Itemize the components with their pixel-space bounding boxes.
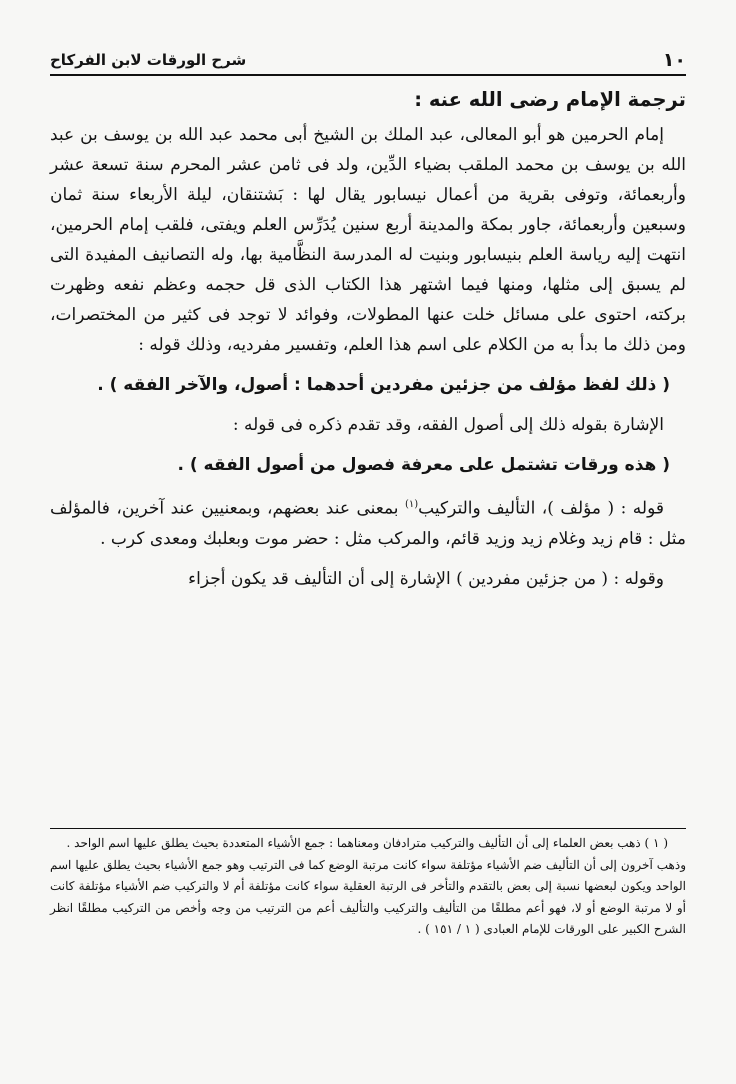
quoted-text-1: ( ذلك لفظ مؤلف من جزئين مفردين أحدهما : أصول، والآخر الفقه ) . — [97, 375, 670, 395]
footnotes — [50, 828, 686, 941]
continuation-paragraph: وقوله : ( من جزئين مفردين ) الإشارة إلى أن التأليف قد يكون أجزاء — [188, 568, 664, 589]
biography-paragraph: إمام الحرمين هو أبو المعالى، عبد الملك بن الشيخ أبى محمد عبد الله بن يوسف بن عبد الله بن يوسف بن محمد الملقب بضياء الدِّين، ولد فى ثامن عشر المحرم سنة تسعة عشر وأربعمائة، وتوفى بقرية من أعمال نيسابور يقال لها : بَشتنقان، ليلة الأربعاء سنة ثمان وسبعين وأربعمائة، جاور بمكة والمدينة أربع سنين يُدَرِّس العلم ويفتى، فلقب إمام الحرمين، انتهت إليه رياسة العلم بنيسابور وبنيت له المدرسة النظَّامية بها، وله التصانيف المفيدة التى لم يسبق إلى مثلها، ومنها فيما اشتهر هذا الكتاب الذى قل حجمه وعظم نفعه وظهرت بركته، احتوى على مسائل خلت عنها المطولات، وفوائد لا توجد فى كثير من المختصرات، ومن ذلك ما بدأ به من الكلام على اسم هذا العلم، وتفسير مفرديه، وذلك قوله : — [50, 125, 686, 355]
footnote-1-continued: وذهب آخرون إلى أن التأليف ضم الأشياء مؤتلفة سواء كانت مرتبة الوضع كما فى الترتيب وهو جمع الأشياء بحيث يطلق عليها اسم الواحد ويكون لبعضها نسبة إلى بعض بالتقدم والتأخر فى الرتبة العقلية سواء كانت مؤتلفة أم لا والتركيب ضم الأشياء مؤتلفة كانت أو لا مرتبة الوضع أو لا، فهو أعم مطلقًا من التأليف والتركيب والتأليف أعم من الترتيب من وجه وأخص من التركيب مطلقًا انظر الشرح الكبير على الورقات للإمام العبادى ( ١ / ١٥١ ) . — [50, 857, 687, 936]
footnote-marker: (١) — [404, 499, 419, 510]
reference-paragraph: الإشارة بقوله ذلك إلى أصول الفقه، وقد تقدم ذكره فى قوله : — [232, 415, 664, 435]
page-number: ١٠ — [662, 49, 686, 71]
quoted-text-2: ( هذه ورقات تشتمل على معرفة فصول من أصول الفقه ) . — [177, 455, 670, 475]
main-text — [50, 88, 686, 594]
explanation-part-2: بمعنى عند بعضهم، وبمعنيين عند آخرين، فالمؤلف مثل : قام زيد وغلام زيد وزيد قائم، والمركب مثل : حضر موت وبعلبك ومعدى كرب . — [50, 498, 686, 549]
explanation-paragraph — [50, 490, 686, 554]
footnote-1: ( ١ ) ذهب بعض العلماء إلى أن التأليف والتركيب مترادفان ومعناهما : جمع الأشياء المتعددة بحيث يطلق عليها اسم الواحد . — [66, 836, 668, 850]
explanation-part-1: قوله : ( مؤلف )، التأليف والتركيب — [418, 498, 664, 519]
page-header — [50, 40, 686, 76]
section-heading: ترجمة الإمام رضى الله عنه : — [414, 88, 686, 111]
running-title: شرح الورقات لابن الفركاح — [50, 51, 247, 69]
